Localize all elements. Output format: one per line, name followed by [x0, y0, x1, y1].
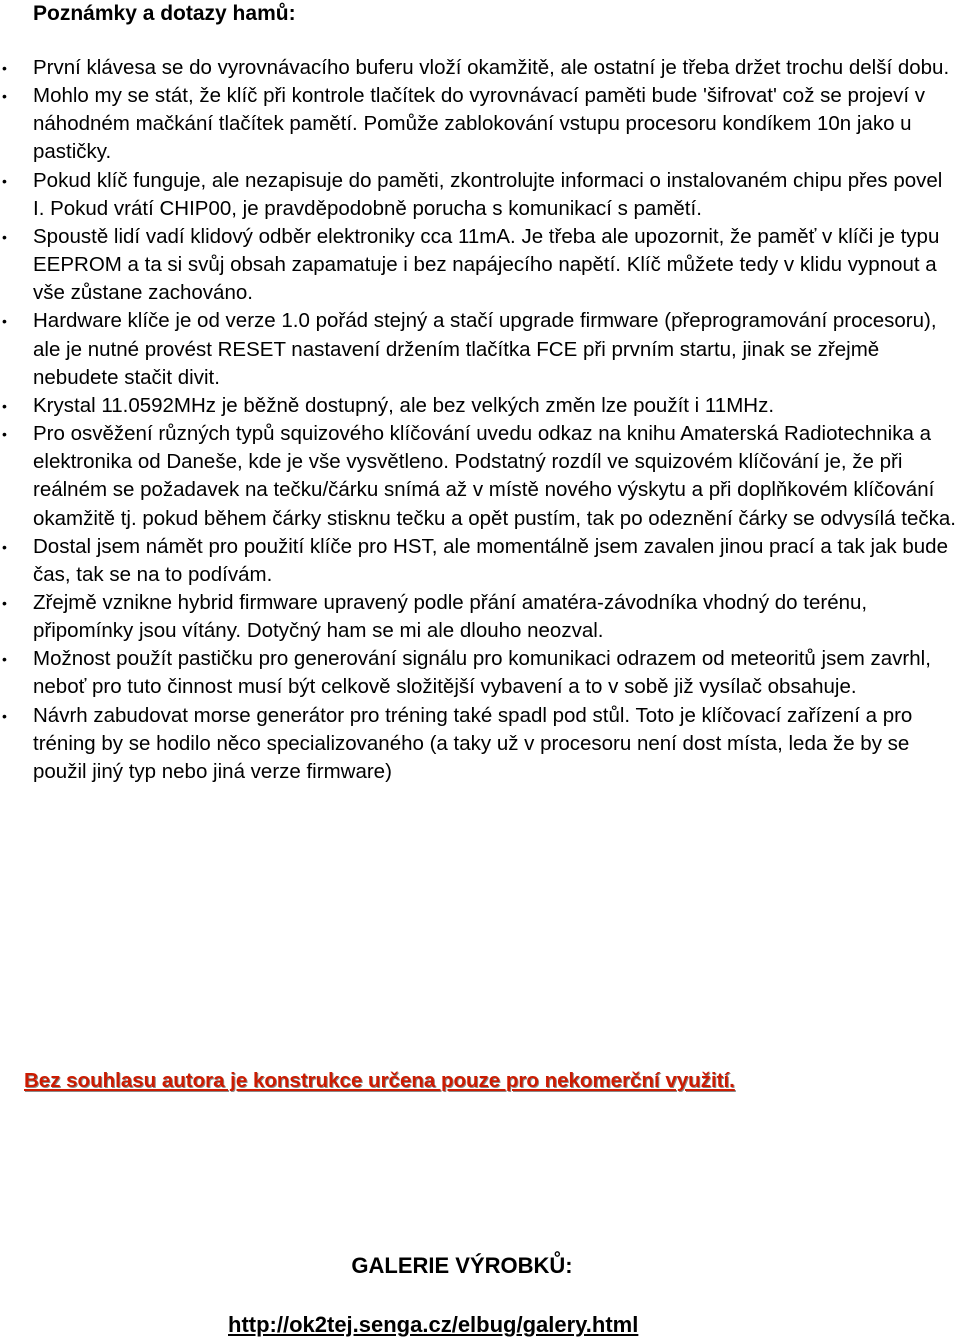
bullet-icon: • [2, 594, 7, 611]
list-item [0, 167, 960, 223]
note-text: Spoustě lidí vadí klidový odběr elektroniky cca 11mA. Je třeba ale upozornit, že paměť v klíči je typu EEPROM a ta si svůj obsah zapamatuje i bez napájecího napětí. Klíč můžete tedy v klidu vypnout a vše zůstane zachováno. [33, 224, 940, 305]
section-heading: Poznámky a dotazy hamů: [33, 2, 296, 25]
note-text: První klávesa se do vyrovnávacího buferu vloží okamžitě, ale ostatní je třeba držet trochu delší dobu. [33, 56, 950, 79]
note-text: Pokud klíč funguje, ale nezapisuje do paměti, zkontrolujte informaci o instalovaném chipu přes povel I. Pokud vrátí CHIP00, je pravděpodobně porucha s komunikací s pamětí. [33, 168, 943, 220]
bullet-icon: • [2, 538, 7, 555]
bullet-icon: • [2, 313, 7, 330]
list-item [0, 54, 960, 82]
bullet-icon: • [2, 397, 7, 414]
list-item [0, 589, 960, 645]
note-text: Dostal jsem námět pro použití klíče pro HST, ale momentálně jsem zavalen jinou prací a tak jak bude čas, tak se na to podívám. [33, 534, 948, 586]
bullet-icon: • [2, 707, 7, 724]
notes-list [0, 54, 960, 786]
note-text: Návrh zabudovat morse generátor pro tréning také spadl pod stůl. Toto je klíčovací zařízení a pro tréning by se hodilo něco specializovaného (a taky už v procesoru není dost místa, leda že by se použil jiný typ nebo jiná verze firmware) [33, 703, 913, 783]
bullet-icon: • [2, 426, 7, 443]
gallery-title: GALERIE VÝROBKŮ: [351, 1253, 573, 1278]
note-text: Pro osvěžení různých typů squizového klíčování uvedu odkaz na knihu Amaterská Radiotechnika a elektronika od Daneše, kde je vše vysvětleno. Podstatný rozdíl ve squizovém klíčování je, že při reálném se požadavek na tečku/čárku snímá až v místě nového výskytu a při doplňkovém klíčování okamžitě tj. pokud během čárky stisknu tečku a opět pustím, tak po odeznění čárky se odvysílá tečka. [33, 422, 956, 530]
note-text: Krystal 11.0592MHz je běžně dostupný, ale bez velkých změn lze použít i 11MHz. [33, 393, 775, 417]
bullet-icon: • [2, 228, 7, 245]
list-item [0, 420, 960, 533]
bullet-icon: • [2, 88, 7, 105]
list-item [0, 702, 960, 786]
list-item [0, 533, 960, 589]
list-item [0, 82, 960, 166]
list-item [0, 645, 960, 701]
license-warning: Bez souhlasu autora je konstrukce určena pouze pro nekomerční využití. [24, 1069, 735, 1092]
note-text: Zřejmě vznikne hybrid firmware upravený podle přání amatéra-závodníka vhodný do terénu, připomínky jsou vítány. Dotyčný ham se mi ale dlouho neozval. [33, 590, 868, 643]
bullet-icon: • [2, 60, 7, 76]
list-item [0, 392, 960, 420]
bullet-icon: • [2, 651, 7, 668]
bullet-icon: • [2, 172, 7, 189]
list-item [0, 223, 960, 307]
list-item [0, 307, 960, 391]
note-text: Možnost použít pastičku pro generování signálu pro komunikaci odrazem od meteoritů jsem zavrhl, neboť pro tuto činnost musí být celkově složitější vybavení a to v sobě již vysílač obsahuje. [33, 647, 931, 699]
note-text: Hardware klíče je od verze 1.0 pořád stejný a stačí upgrade firmware (přeprogramování procesoru), ale je nutné provést RESET nastavení držením tlačítka FCE při prvním startu, jinak se zřejmě nebudete stačit divit. [33, 309, 937, 389]
gallery-link[interactable]: http://ok2tej.senga.cz/elbug/galery.html [228, 1312, 639, 1337]
note-text: Mohlo my se stát, že klíč při kontrole tlačítek do vyrovnávací paměti bude 'šifrovat' což se projeví v náhodném mačkání tlačítek pamětí. Pomůže zablokování vstupu procesoru kondíkem 10n jako u pastičky. [33, 84, 925, 164]
